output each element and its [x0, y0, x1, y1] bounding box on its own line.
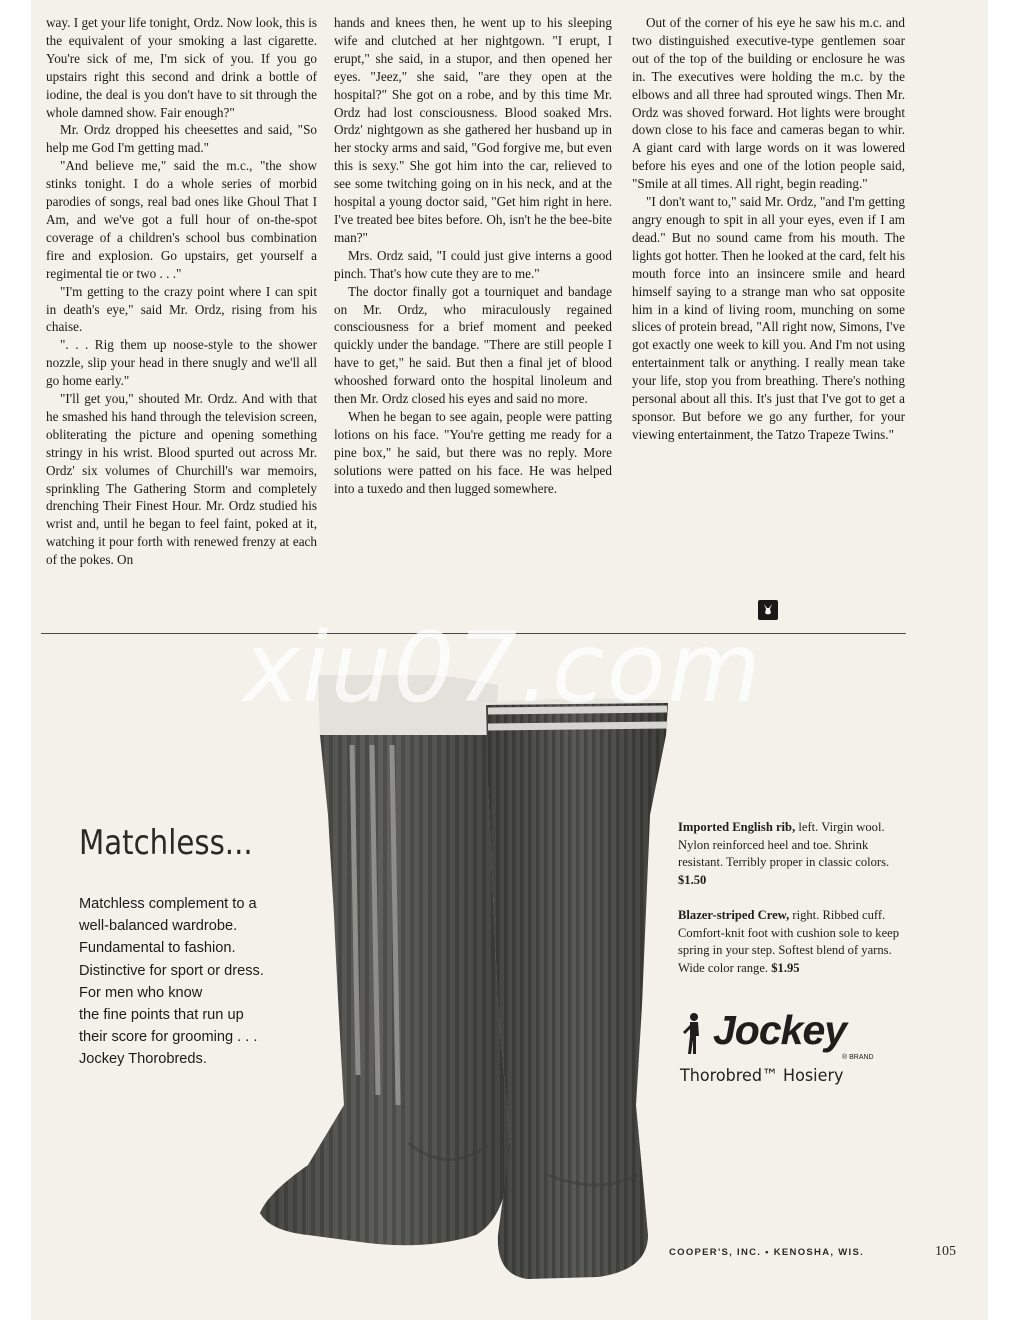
paragraph: Out of the corner of his eye he saw his m.c. and two distinguished executive-type gentlemen soar out of the top of the building or enclosure he was in. The executives were holding the m.c. by the elbows and all three had sprouted wings. Then Mr. Ordz was shoved forward. Hot lights were brought down close to his face and cameras began to whir. A giant card with large words on it was lowered before his eyes and one of the lotion people said, "Smile at all times. All right, begin reading." [632, 15, 905, 192]
magazine-page [31, 0, 988, 1320]
paragraph: ". . . Rig them up noose-style to the shower nozzle, slip your head in there snugly and we'll all go home early." [46, 337, 317, 389]
story-column-2 [334, 14, 612, 626]
paragraph: "I don't want to," said Mr. Ordz, "and I'm getting angry enough to spit in all your eyes, even if I am dead." But no sound came from his mouth. The lights got hotter. Then he looked at the card, felt his mouth force into an insincere smile and heard himself saying to a strange man who sat opposite him in a kind of living room, munching on some slices of protein bread, "All right now, Simons, I've got exactly one week to kill you. And I'm not using entertainment talk or anything. I really mean take your life, stop you from breathing. There's nothing personal about all this. It's just that I've got to get a sponsor. But before we go any further, for your viewing entertainment, the Tatzo Trapeze Twins." [632, 194, 905, 442]
jockey-figure-icon [679, 1012, 707, 1056]
product-text: right. Ribbed cuff. Comfort-knit foot with cushion sole to keep spring in your step. Softest blend of yarns. Wide color range. [678, 908, 900, 975]
paragraph: The doctor finally got a tourniquet and bandage on Mr. Ordz, who miraculously regained consciousness for a brief moment and peeked quickly under the bandage. "There are still people I have to get," he said. But then a final jet of blood whooshed forward onto the hospital linoleum and then Mr. Ordz closed his eyes and said no more. [334, 283, 612, 407]
copy-line: their score for grooming . . . [79, 1029, 258, 1046]
product-price: $1.95 [771, 960, 800, 975]
product-description-english-rib [678, 819, 913, 889]
paragraph: "And believe me," said the m.c., "the show stinks tonight. I do a whole series of morbid parodies of songs, real bad ones like Ghoul That I Am, and we've got a full hour of on-the-spot coverage of a children's school bus combination fire and explosion. Go upstairs, get yourself a regimental tie or two . . ." [46, 158, 317, 281]
brand-registered-mark: ® BRAND [842, 1054, 874, 1061]
copy-line: Fundamental to fashion. [79, 940, 236, 957]
copy-line: well-balanced wardrobe. [79, 918, 238, 935]
story-column-3 [632, 14, 905, 626]
copy-line: For men who know [79, 984, 203, 1001]
advertiser-footer: COOPER'S, INC. • KENOSHA, WIS. [669, 1247, 865, 1258]
copy-line: the fine points that run up [79, 1007, 244, 1024]
product-name: Imported English rib, [678, 820, 796, 834]
ad-headline: Matchless... [79, 823, 253, 863]
story-column-1 [46, 14, 317, 626]
product-price: $1.50 [678, 872, 707, 887]
copy-line: Matchless complement to a [79, 896, 257, 912]
watermark-text: xiu07.com [243, 612, 764, 724]
page-number: 105 [935, 1244, 956, 1259]
paragraph: Mrs. Ordz said, "I could just give interns a good pinch. That's how cute they are to me." [334, 247, 612, 281]
brand-logo-jockey: Jockey [713, 1007, 847, 1053]
product-description-blazer-crew [678, 907, 913, 977]
paragraph: "I'm getting to the crazy point where I can spit in death's eye," said Mr. Ordz, rising from his chaise. [46, 283, 317, 335]
product-text: left. Virgin wool. Nylon reinforced heel and toe. Shrink resistant. Terribly proper in classic colors. [678, 820, 890, 870]
paragraph: "I'll get you," shouted Mr. Ordz. And with that he smashed his hand through the television screen, obliterating the picture and opening something stringy in his wrist. Blood spurted out across Mr. Ordz' six volumes of Churchill's war memoirs, sprinkling The Gathering Storm and completely drenching Their Finest Hour. Mr. Ordz studied his wrist and, until he began to feel faint, poked at it, watching it pour forth with renewed frenzy at each of the pokes. On [46, 391, 317, 568]
ad-body-copy [79, 893, 339, 1071]
paragraph: way. I get your life tonight, Ordz. Now look, this is the equivalent of your smoking a last cigarette. You're sick of me, I'm sick of you. If you go upstairs right this second and drink a bottle of iodine, the deal is you don't have to sit through the whole damned show. Fair enough?" [46, 15, 317, 120]
paragraph: hands and knees then, he went up to his sleeping wife and clutched at her nightgown. "I erupt, I erupt," she said, in a stupor, and then opened her eyes. "Jeez," she said, "are they open at the hospital?" She got on a robe, and by this time Mr. Ordz had lost consciousness. Blood soaked Mrs. Ordz' nightgown as she gathered her husband up in her stocky arms and said, "God forgive me, but even this is sexy." She got him into the car, relieved to see some twitching going on in his neck, and at the hospital a young doctor said, "Get him right in here. I've treated bee bites before. Oh, isn't he the bee-bite man?" [334, 15, 612, 245]
product-name: Blazer-striped Crew, [678, 908, 790, 922]
copy-line: Distinctive for sport or dress. [79, 962, 264, 979]
paragraph: When he began to see again, people were patting lotions on his face. "You're getting me ready for a pine box," he said, but there was no reply. More solutions were patted on his face. He was helped into a tuxedo and then lugged somewhere. [334, 408, 612, 496]
copy-line: Jockey Thorobreds. [79, 1051, 207, 1068]
paragraph: Mr. Ordz dropped his cheesettes and said, "So help me God I'm getting mad." [46, 122, 317, 156]
brand-subline: Thorobred™ Hosiery [680, 1066, 844, 1086]
